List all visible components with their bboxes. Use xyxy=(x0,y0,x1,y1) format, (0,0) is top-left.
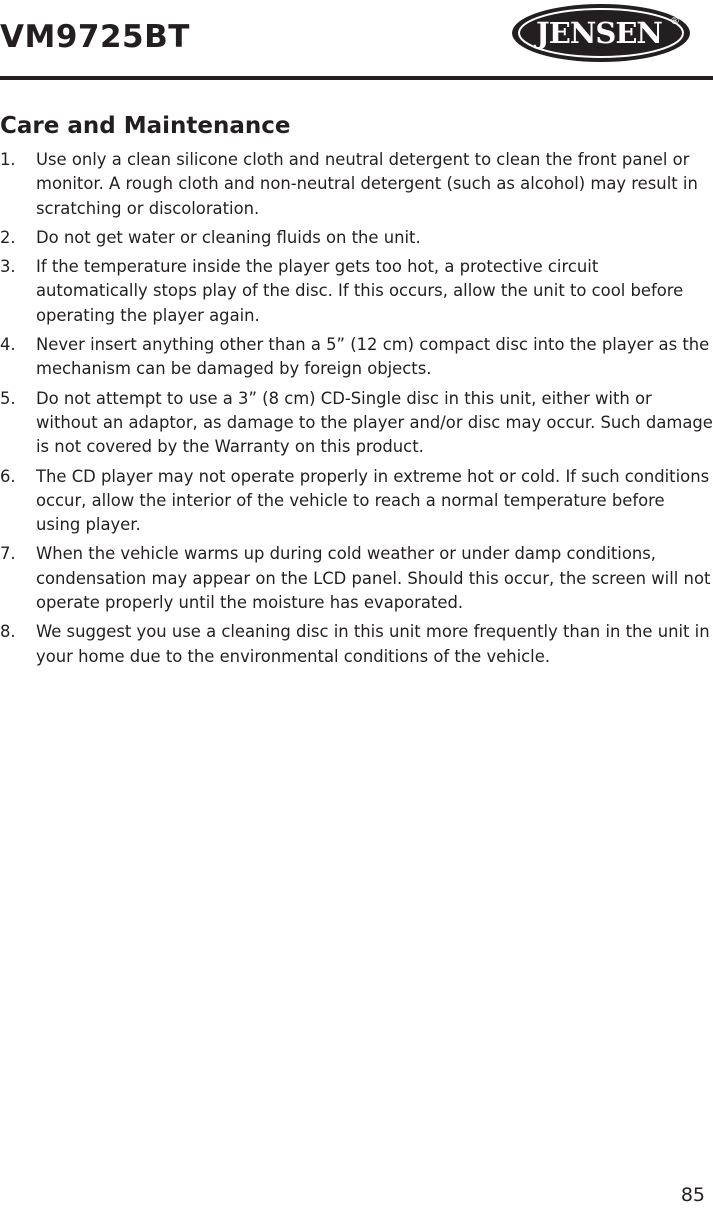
item-number: 2. xyxy=(0,227,16,247)
item-number: 8. xyxy=(0,622,16,642)
page-header xyxy=(0,0,713,80)
item-text: The CD player may not operate properly in extreme hot or cold. If such conditions occur, allow the interior of the vehicle to reach a normal temperature before using player. xyxy=(36,466,710,535)
item-text: Do not get water or cleaning fluids on the unit. xyxy=(36,227,421,247)
list-item xyxy=(0,465,713,538)
registered-mark: ® xyxy=(670,16,680,27)
item-number: 4. xyxy=(0,335,16,355)
list-item xyxy=(0,226,713,250)
item-text: If the temperature inside the player gets too hot, a protective circuit automatically stops play of the disc. If this occurs, allow the unit to cool before operating the player again. xyxy=(36,257,684,325)
list-item xyxy=(0,620,713,669)
jensen-logo xyxy=(510,2,692,64)
list-item xyxy=(0,255,713,328)
page-number: 85 xyxy=(680,1184,705,1206)
item-text: We suggest you use a cleaning disc in this unit more frequently than in the unit in your home due to the environmental conditions of the vehicle. xyxy=(36,622,710,666)
section-heading: Care and Maintenance xyxy=(0,113,291,139)
item-number: 1. xyxy=(0,150,16,169)
list-item xyxy=(0,333,713,382)
item-number: 5. xyxy=(0,388,16,408)
list-item xyxy=(0,542,713,615)
item-text: Never insert anything other than a 5” (12 cm) compact disc into the player as the mechanism can be damaged by foreign objects. xyxy=(36,335,710,379)
item-number: 3. xyxy=(0,257,16,277)
care-instructions-list xyxy=(0,148,713,674)
item-text: Do not attempt to use a 3” (8 cm) CD-Single disc in this unit, either with or without an adaptor, as damage to the player and/or disc may occur. Such damage is not covered by the Warranty on this product. xyxy=(36,388,713,457)
item-number: 6. xyxy=(0,466,16,486)
list-item xyxy=(0,387,713,460)
model-title: VM9725BT xyxy=(0,19,190,55)
item-text: Use only a clean silicone cloth and neutral detergent to clean the front panel or monitor. A rough cloth and non-neutral detergent (such as alcohol) may result in scratching or discoloration. xyxy=(36,150,698,218)
list-item xyxy=(0,148,713,221)
item-number: 7. xyxy=(0,544,16,564)
logo-wordmark: JENSEN xyxy=(536,16,662,50)
item-text: When the vehicle warms up during cold weather or under damp conditions, condensation may appear on the LCD panel. Should this occur, the screen will not operate properly until the moisture has evaporated. xyxy=(36,544,711,613)
header-divider xyxy=(0,76,713,80)
